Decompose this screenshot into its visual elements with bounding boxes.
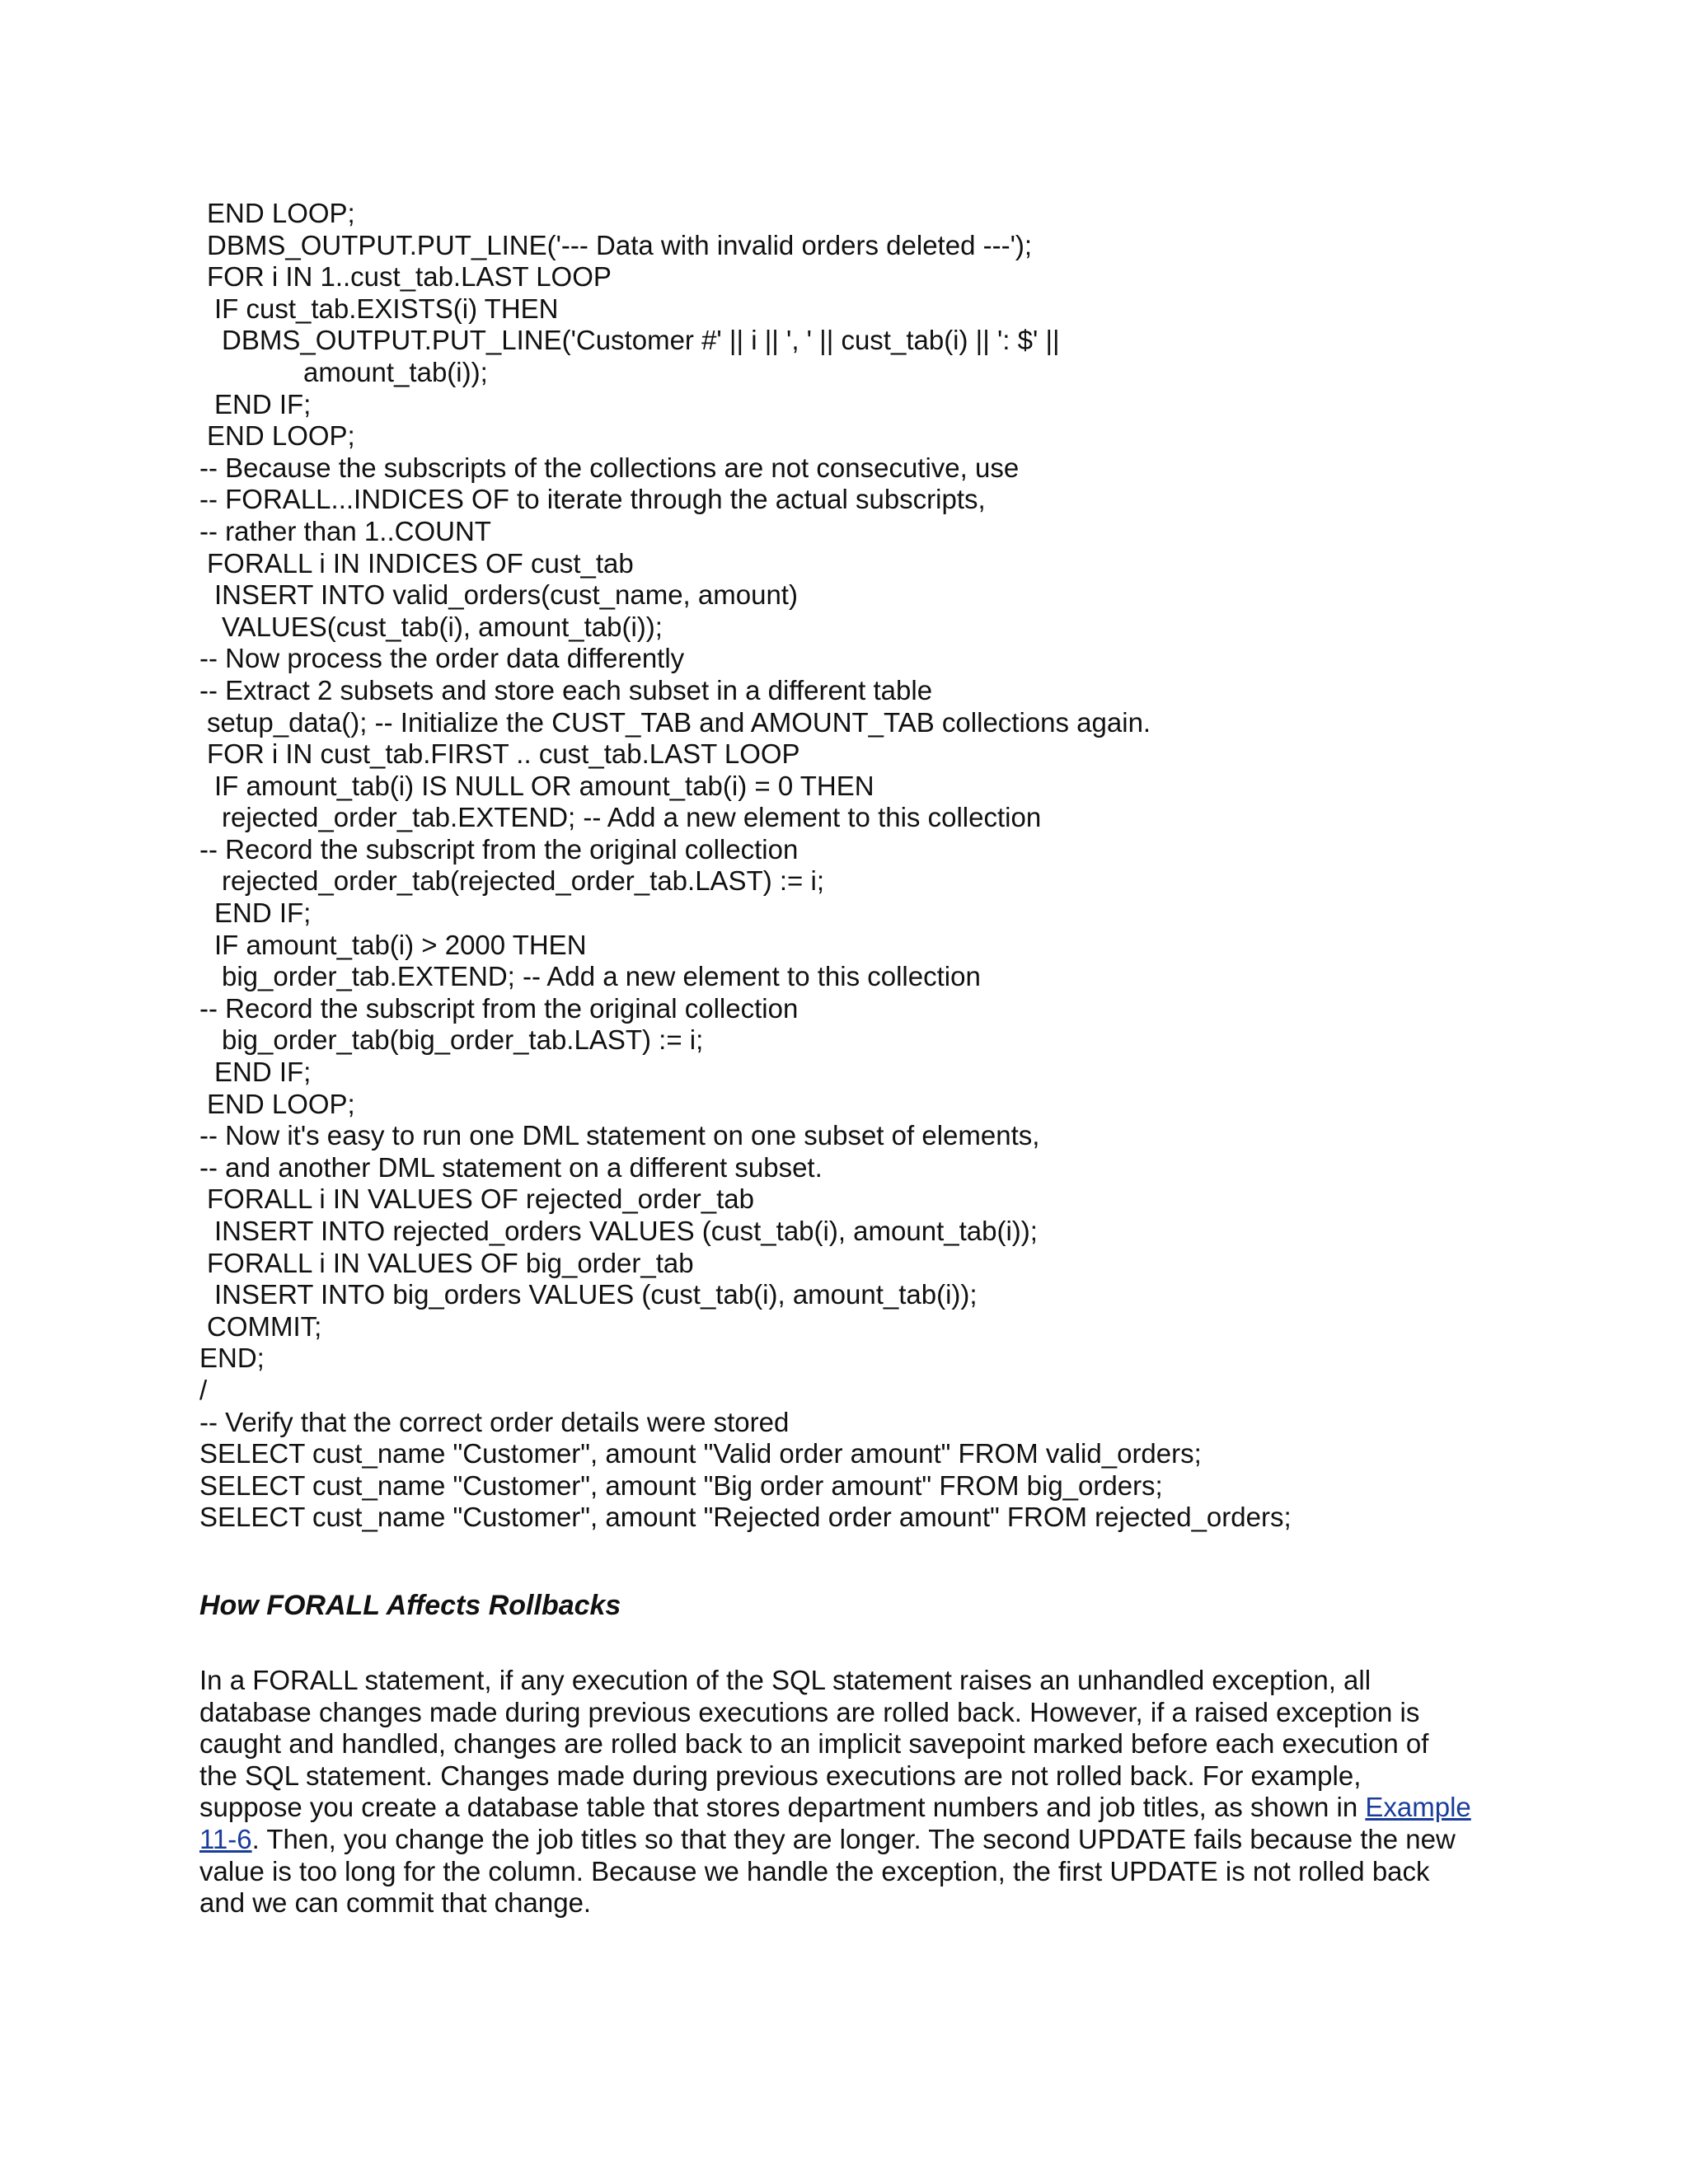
code-line: FORALL i IN VALUES OF rejected_order_tab: [207, 1183, 754, 1215]
code-line: FOR i IN cust_tab.FIRST .. cust_tab.LAST LOOP: [207, 738, 800, 770]
code-line: big_order_tab(big_order_tab.LAST) := i;: [222, 1024, 704, 1056]
code-line: IF amount_tab(i) IS NULL OR amount_tab(i) = 0 THEN: [214, 770, 874, 801]
code-line: -- FORALL...INDICES OF to iterate through the actual subscripts,: [199, 484, 986, 515]
rollback-paragraph: [199, 1665, 1502, 1919]
code-line: -- Record the subscript from the original collection: [199, 992, 799, 1024]
code-line: END LOOP;: [207, 420, 355, 452]
paragraph-text: . Then, you change the job titles so that they are longer. The second UPDATE fails because the new: [251, 1823, 1456, 1854]
paragraph-line: and we can commit that change.: [199, 1887, 592, 1919]
code-line: VALUES(cust_tab(i), amount_tab(i));: [222, 611, 663, 642]
code-line: -- rather than 1..COUNT: [199, 515, 491, 546]
code-line: INSERT INTO big_orders VALUES (cust_tab(i), amount_tab(i));: [214, 1279, 978, 1310]
code-line: COMMIT;: [207, 1310, 322, 1342]
code-line: -- Now it's easy to run one DML statement on one subset of elements,: [199, 1120, 1040, 1151]
code-line: rejected_order_tab.EXTEND; -- Add a new element to this collection: [222, 802, 1042, 833]
code-line: SELECT cust_name "Customer", amount "Big order amount" FROM big_orders;: [199, 1469, 1163, 1501]
paragraph-line: [199, 1792, 1502, 1824]
code-line: FORALL i IN INDICES OF cust_tab: [207, 547, 634, 579]
example-11-6-link[interactable]: Example: [1365, 1792, 1471, 1823]
code-line: IF amount_tab(i) > 2000 THEN: [214, 929, 587, 960]
paragraph-text: suppose you create a database table that stores department numbers and job titles, as shown in: [199, 1792, 1366, 1823]
paragraph-line: value is too long for the column. Because we handle the exception, the first UPDATE is not rolled back: [199, 1855, 1430, 1886]
code-line: -- Now process the order data differently: [199, 643, 685, 674]
code-line: SELECT cust_name "Customer", amount "Valid order amount" FROM valid_orders;: [199, 1438, 1202, 1469]
code-line: END IF;: [214, 898, 312, 929]
code-line: INSERT INTO rejected_orders VALUES (cust_tab(i), amount_tab(i));: [214, 1216, 1038, 1246]
code-line: INSERT INTO valid_orders(cust_name, amount): [214, 579, 798, 611]
code-line: SELECT cust_name "Customer", amount "Rejected order amount" FROM rejected_orders;: [199, 1502, 1292, 1533]
code-line: -- Because the subscripts of the collections are not consecutive, use: [199, 452, 1020, 483]
code-line: big_order_tab.EXTEND; -- Add a new element to this collection: [222, 961, 981, 992]
code-line: END LOOP;: [207, 198, 355, 228]
section-heading: How FORALL Affects Rollbacks: [199, 1590, 621, 1621]
code-line: rejected_order_tab(rejected_order_tab.LAST) := i;: [222, 865, 824, 897]
code-line: -- Extract 2 subsets and store each subset in a different table: [199, 674, 933, 705]
code-line: amount_tab(i));: [303, 356, 488, 387]
code-line: END;: [199, 1343, 265, 1374]
code-line: END IF;: [214, 1057, 312, 1088]
code-line: DBMS_OUTPUT.PUT_LINE('Customer #' || i || ', ' || cust_tab(i) || ': $' ||: [222, 325, 1060, 356]
code-line: -- and another DML statement on a different subset.: [199, 1151, 823, 1183]
paragraph-line: database changes made during previous executions are rolled back. However, if a raised exception is: [199, 1696, 1420, 1727]
code-line: setup_data(); -- Initialize the CUST_TAB and AMOUNT_TAB collections again.: [207, 706, 1151, 738]
code-line: FORALL i IN VALUES OF big_order_tab: [207, 1247, 694, 1278]
code-line: -- Record the subscript from the original collection: [199, 833, 799, 865]
code-listing: [199, 198, 1601, 1534]
paragraph-line: In a FORALL statement, if any execution of the SQL statement raises an unhandled exception, all: [199, 1665, 1372, 1695]
code-line: IF cust_tab.EXISTS(i) THEN: [214, 293, 559, 324]
paragraph-line: caught and handled, changes are rolled back to an implicit savepoint marked before each execution of: [199, 1728, 1429, 1760]
example-11-6-link-continued[interactable]: 11-6: [199, 1823, 252, 1854]
code-line: FOR i IN 1..cust_tab.LAST LOOP: [207, 261, 612, 293]
code-line: END IF;: [214, 388, 312, 419]
code-line: /: [199, 1374, 208, 1405]
code-line: -- Verify that the correct order details were stored: [199, 1406, 790, 1437]
paragraph-line: [199, 1824, 1502, 1856]
paragraph-line: the SQL statement. Changes made during previous executions are not rolled back. For example,: [199, 1760, 1362, 1791]
code-line: DBMS_OUTPUT.PUT_LINE('--- Data with invalid orders deleted ---');: [207, 229, 1033, 260]
code-line: END LOOP;: [207, 1088, 355, 1119]
